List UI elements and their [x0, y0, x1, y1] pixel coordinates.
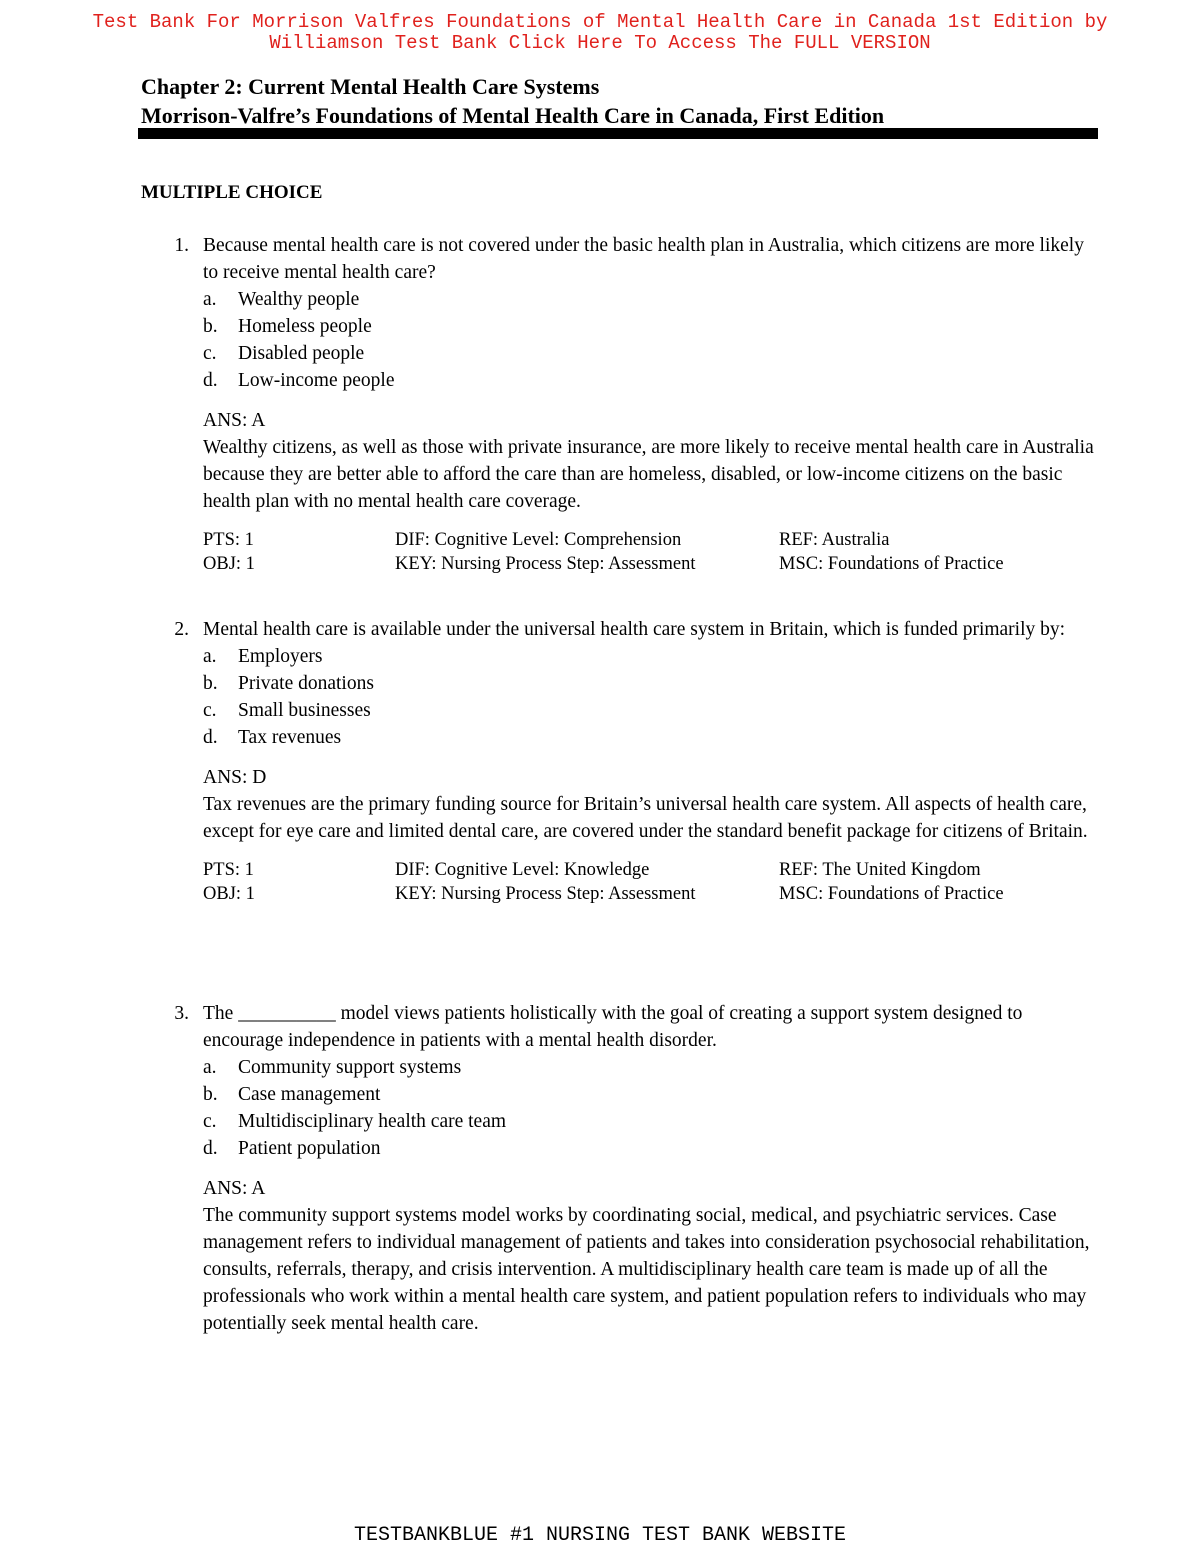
meta-key: KEY: Nursing Process Step: Assessment: [395, 554, 696, 574]
answer-rationale: Tax revenues are the primary funding source for Britain’s universal health care system. All aspects of health care, except for eye care and limited dental care, are covered under the standard benefit package for citizens of Britain.: [203, 794, 1088, 842]
meta-pts: PTS: 1: [203, 860, 254, 880]
question-1: [141, 232, 1101, 576]
meta-pts: PTS: 1: [203, 530, 254, 550]
option-text: Low-income people: [238, 370, 395, 391]
question-metadata: [203, 858, 1101, 906]
meta-obj: OBJ: 1: [203, 554, 255, 574]
option-b: [203, 313, 1101, 340]
option-a: [203, 643, 1101, 670]
option-text: Patient population: [238, 1138, 381, 1159]
option-text: Multidisciplinary health care team: [238, 1111, 507, 1132]
option-c: [203, 697, 1101, 724]
option-text: Tax revenues: [238, 727, 342, 748]
option-letter: a.: [203, 289, 217, 310]
option-letter: c.: [203, 700, 217, 721]
question-stem: The __________ model views patients holistically with the goal of creating a support system designed to encourage independence in patients with a mental health disorder.: [203, 1003, 1023, 1051]
option-d: [203, 1135, 1101, 1162]
footer-text: TESTBANKBLUE #1 NURSING TEST BANK WEBSITE: [353, 1524, 847, 1547]
answer-rationale: Wealthy citizens, as well as those with private insurance, are more likely to receive mental health care in Australia because they are better able to afford the care than are homeless, disabled, or low-income citizens on the basic health plan with no mental health care coverage.: [203, 437, 1094, 512]
option-c: [203, 340, 1101, 367]
option-letter: c.: [203, 343, 217, 364]
option-letter: d.: [203, 1138, 218, 1159]
option-letter: a.: [203, 1057, 217, 1078]
option-list: [203, 286, 1101, 394]
question-number: 1.: [174, 235, 189, 256]
option-text: Wealthy people: [238, 289, 360, 310]
option-letter: c.: [203, 1111, 217, 1132]
answer-label: ANS: A: [203, 1178, 266, 1199]
option-letter: b.: [203, 1084, 218, 1105]
question-number: 2.: [174, 619, 189, 640]
promo-link-line-1[interactable]: Test Bank For Morrison Valfres Foundations of Mental Health Care in Canada 1st Edition by: [92, 11, 1108, 33]
question-metadata: [203, 528, 1101, 576]
option-text: Small businesses: [238, 700, 371, 721]
option-b: [203, 670, 1101, 697]
option-list: [203, 643, 1101, 751]
option-text: Case management: [238, 1084, 381, 1105]
promo-link-line-2[interactable]: Williamson Test Bank Click Here To Access The FULL VERSION: [269, 32, 931, 54]
question-number: 3.: [174, 1003, 189, 1024]
answer-label: ANS: D: [203, 767, 267, 788]
meta-dif: DIF: Cognitive Level: Knowledge: [395, 860, 650, 880]
book-title: Morrison-Valfre’s Foundations of Mental Health Care in Canada, First Edition: [141, 103, 885, 128]
title-divider: [138, 128, 1098, 139]
meta-msc: MSC: Foundations of Practice: [779, 884, 1004, 904]
option-letter: a.: [203, 646, 217, 667]
chapter-title: Chapter 2: Current Mental Health Care Systems: [141, 74, 600, 99]
question-3: [141, 1000, 1101, 1337]
section-heading: MULTIPLE CHOICE: [141, 182, 323, 203]
meta-key: KEY: Nursing Process Step: Assessment: [395, 884, 696, 904]
option-a: [203, 286, 1101, 313]
meta-dif: DIF: Cognitive Level: Comprehension: [395, 530, 682, 550]
option-list: [203, 1054, 1101, 1162]
option-letter: d.: [203, 370, 218, 391]
option-text: Employers: [238, 646, 323, 667]
option-text: Disabled people: [238, 343, 365, 364]
option-d: [203, 367, 1101, 394]
option-text: Private donations: [238, 673, 374, 694]
meta-ref: REF: Australia: [779, 530, 890, 550]
option-letter: d.: [203, 727, 218, 748]
question-stem: Because mental health care is not covered under the basic health plan in Australia, which citizens are more likely to receive mental health care?: [203, 235, 1084, 283]
meta-obj: OBJ: 1: [203, 884, 255, 904]
answer-rationale: The community support systems model works by coordinating social, medical, and psychiatric services. Case management refers to individual management of patients and takes into consideration psychosocial rehabilitation, consults, referrals, therapy, and crisis intervention. A multidisciplinary health care team is made up of all the professionals who work within a mental health care system, and patient population refers to individuals who may potentially seek mental health care.: [203, 1205, 1090, 1334]
option-c: [203, 1108, 1101, 1135]
promo-banner[interactable]: [0, 12, 1200, 54]
option-a: [203, 1054, 1101, 1081]
option-d: [203, 724, 1101, 751]
option-b: [203, 1081, 1101, 1108]
meta-msc: MSC: Foundations of Practice: [779, 554, 1004, 574]
question-2: [141, 616, 1101, 906]
option-text: Community support systems: [238, 1057, 462, 1078]
answer-label: ANS: A: [203, 410, 266, 431]
meta-ref: REF: The United Kingdom: [779, 860, 981, 880]
question-stem: Mental health care is available under the universal health care system in Britain, which is funded primarily by:: [203, 619, 1066, 640]
option-text: Homeless people: [238, 316, 372, 337]
option-letter: b.: [203, 673, 218, 694]
option-letter: b.: [203, 316, 218, 337]
